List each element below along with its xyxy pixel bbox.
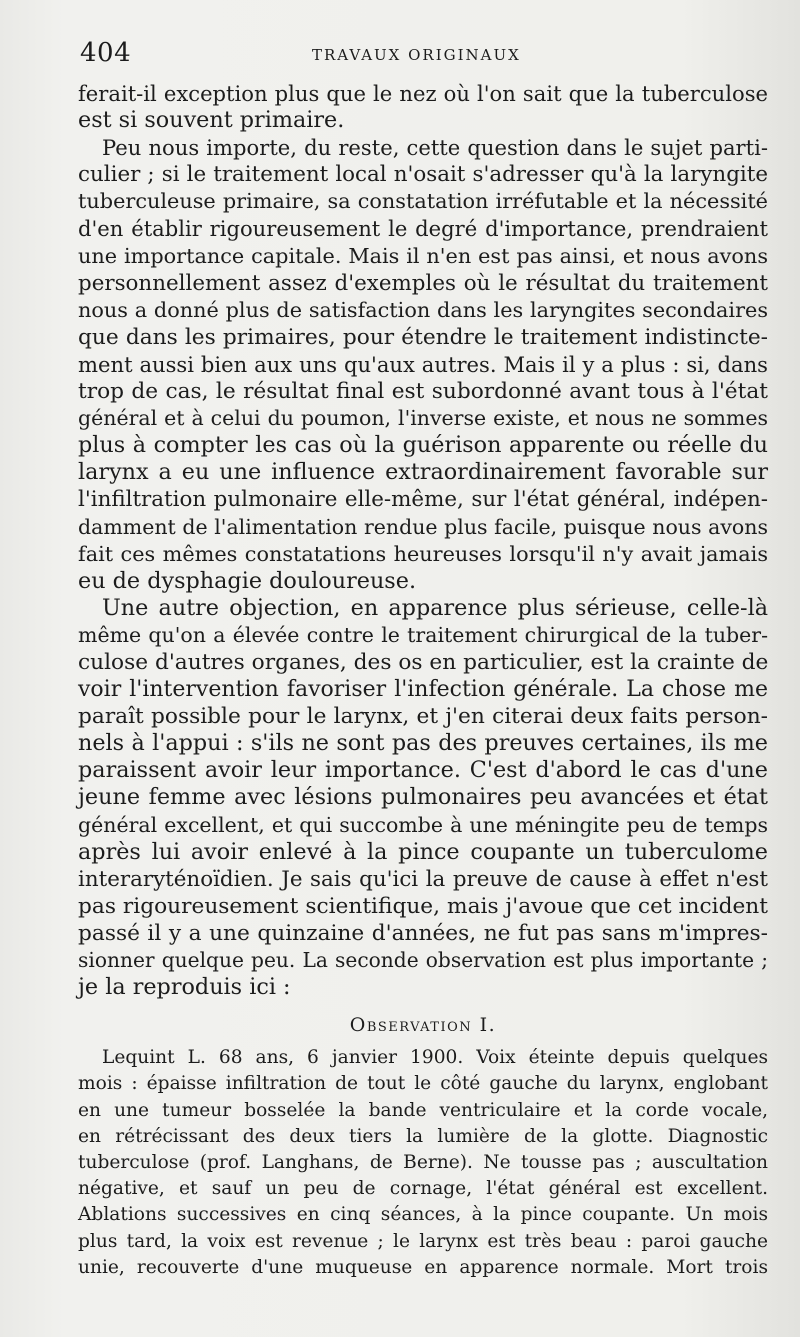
text-line: tuberculeuse primaire, sa constatation irréfutable et la nécessité (78, 189, 768, 214)
text-line: larynx a eu une influence extraordinairement favorable sur (78, 459, 768, 486)
observation-line: tuberculose (prof. Langhans, de Berne). Ne tousse pas ; auscultation (78, 1151, 768, 1173)
text-line: paraît possible pour le larynx, et j'en citerai deux faits person- (78, 704, 768, 730)
text-line: après lui avoir enlevé à la pince coupante un tuberculome (78, 838, 768, 865)
text-line: voir l'intervention favoriser l'infection générale. La chose me (78, 677, 768, 703)
observation-line: en rétrécissant des deux tiers la lumière de la glotte. Diagnostic (78, 1125, 768, 1147)
text-line: même qu'on a élevée contre le traitement chirurgical de la tuber- (78, 622, 768, 647)
text-line: pas rigoureusement scientifique, mais j'avoue que cet incident (78, 893, 768, 919)
text-line: nels à l'appui : s'ils ne sont pas des preuves certaines, ils me (78, 730, 768, 757)
text-line: interaryténoïdien. Je sais qu'ici la preuve de cause à effet n'est (78, 866, 768, 892)
text-line: passé il y a une quinzaine d'années, ne fut pas sans m'impres- (78, 920, 768, 946)
text-line: jeune femme avec lésions pulmonaires peu avancées et état (78, 784, 768, 811)
observation-line: Ablations successives en cinq séances, à la pince coupante. Un mois (78, 1204, 768, 1226)
text-line: une importance capitale. Mais il n'en est pas ainsi, et nous avons (78, 243, 768, 268)
observation-heading: Observation I. (349, 1014, 497, 1037)
text-line: général excellent, et qui succombe à une méningite peu de temps (78, 812, 768, 837)
observation-line: Lequint L. 68 ans, 6 janvier 1900. Voix éteinte depuis quelques (102, 1047, 768, 1069)
text-line: damment de l'alimentation rendue plus facile, puisque nous avons (78, 514, 768, 539)
text-line: trop de cas, le résultat final est subordonné avant tous à l'état (78, 379, 768, 405)
observation-line: négative, et sauf un peu de cornage, l'état général est excellent. (78, 1178, 768, 1200)
observation-line: unie, recouverte d'une muqueuse en apparence normale. Mort trois (78, 1256, 768, 1278)
text-line: paraissent avoir leur importance. C'est d'abord le cas d'une (78, 757, 768, 784)
running-head: TRAVAUX ORIGINAUX (312, 46, 521, 64)
observation-line: en une tumeur bosselée la bande ventriculaire et la corde vocale, (78, 1099, 768, 1121)
text-line: ment aussi bien aux uns qu'aux autres. Mais il y a plus : si, dans (78, 351, 768, 377)
text-line: Une autre objection, en apparence plus sérieuse, celle-là (102, 594, 768, 621)
text-line: culier ; si le traitement local n'osait s'adresser qu'à la laryngite (78, 162, 768, 188)
text-line: eu de dysphagie douloureuse. (78, 567, 417, 594)
text-line: sionner quelque peu. La seconde observation est plus importante ; (78, 948, 768, 972)
text-line: nous a donné plus de satisfaction dans les laryngites secondaires (78, 297, 768, 322)
text-line: est si souvent primaire. (78, 107, 345, 134)
observation-line: mois : épaisse infiltration de tout le côté gauche du larynx, englobant (78, 1073, 768, 1095)
text-line: culose d'autres organes, des os en particulier, est la crainte de (78, 649, 769, 675)
text-line: que dans les primaires, pour étendre le traitement indistincte- (78, 324, 768, 350)
text-line: général et à celui du poumon, l'inverse existe, et nous ne sommes (78, 406, 768, 431)
body-text (78, 80, 768, 1281)
page-header (80, 38, 770, 72)
text-line: ferait-il exception plus que le nez où l'on sait que la tuberculose (78, 81, 768, 106)
text-line: Peu nous importe, du reste, cette question dans le sujet parti- (102, 135, 768, 161)
text-line: plus à compter les cas où la guérison apparente ou réelle du (78, 432, 768, 459)
observation-line: plus tard, la voix est revenue ; le larynx est très beau : paroi gauche (78, 1230, 768, 1252)
text-line: personnellement assez d'exemples où le résultat du traitement (78, 270, 768, 296)
text-line: l'infiltration pulmonaire elle-même, sur l'état général, indépen- (78, 487, 768, 513)
text-line: je la reproduis ici : (78, 974, 291, 1001)
page-number: 404 (80, 38, 132, 68)
text-line: fait ces mêmes constatations heureuses lorsqu'il n'y avait jamais (78, 541, 768, 566)
observation-text (78, 1045, 768, 1281)
text-line: d'en établir rigoureusement le degré d'importance, prendraient (78, 216, 768, 242)
